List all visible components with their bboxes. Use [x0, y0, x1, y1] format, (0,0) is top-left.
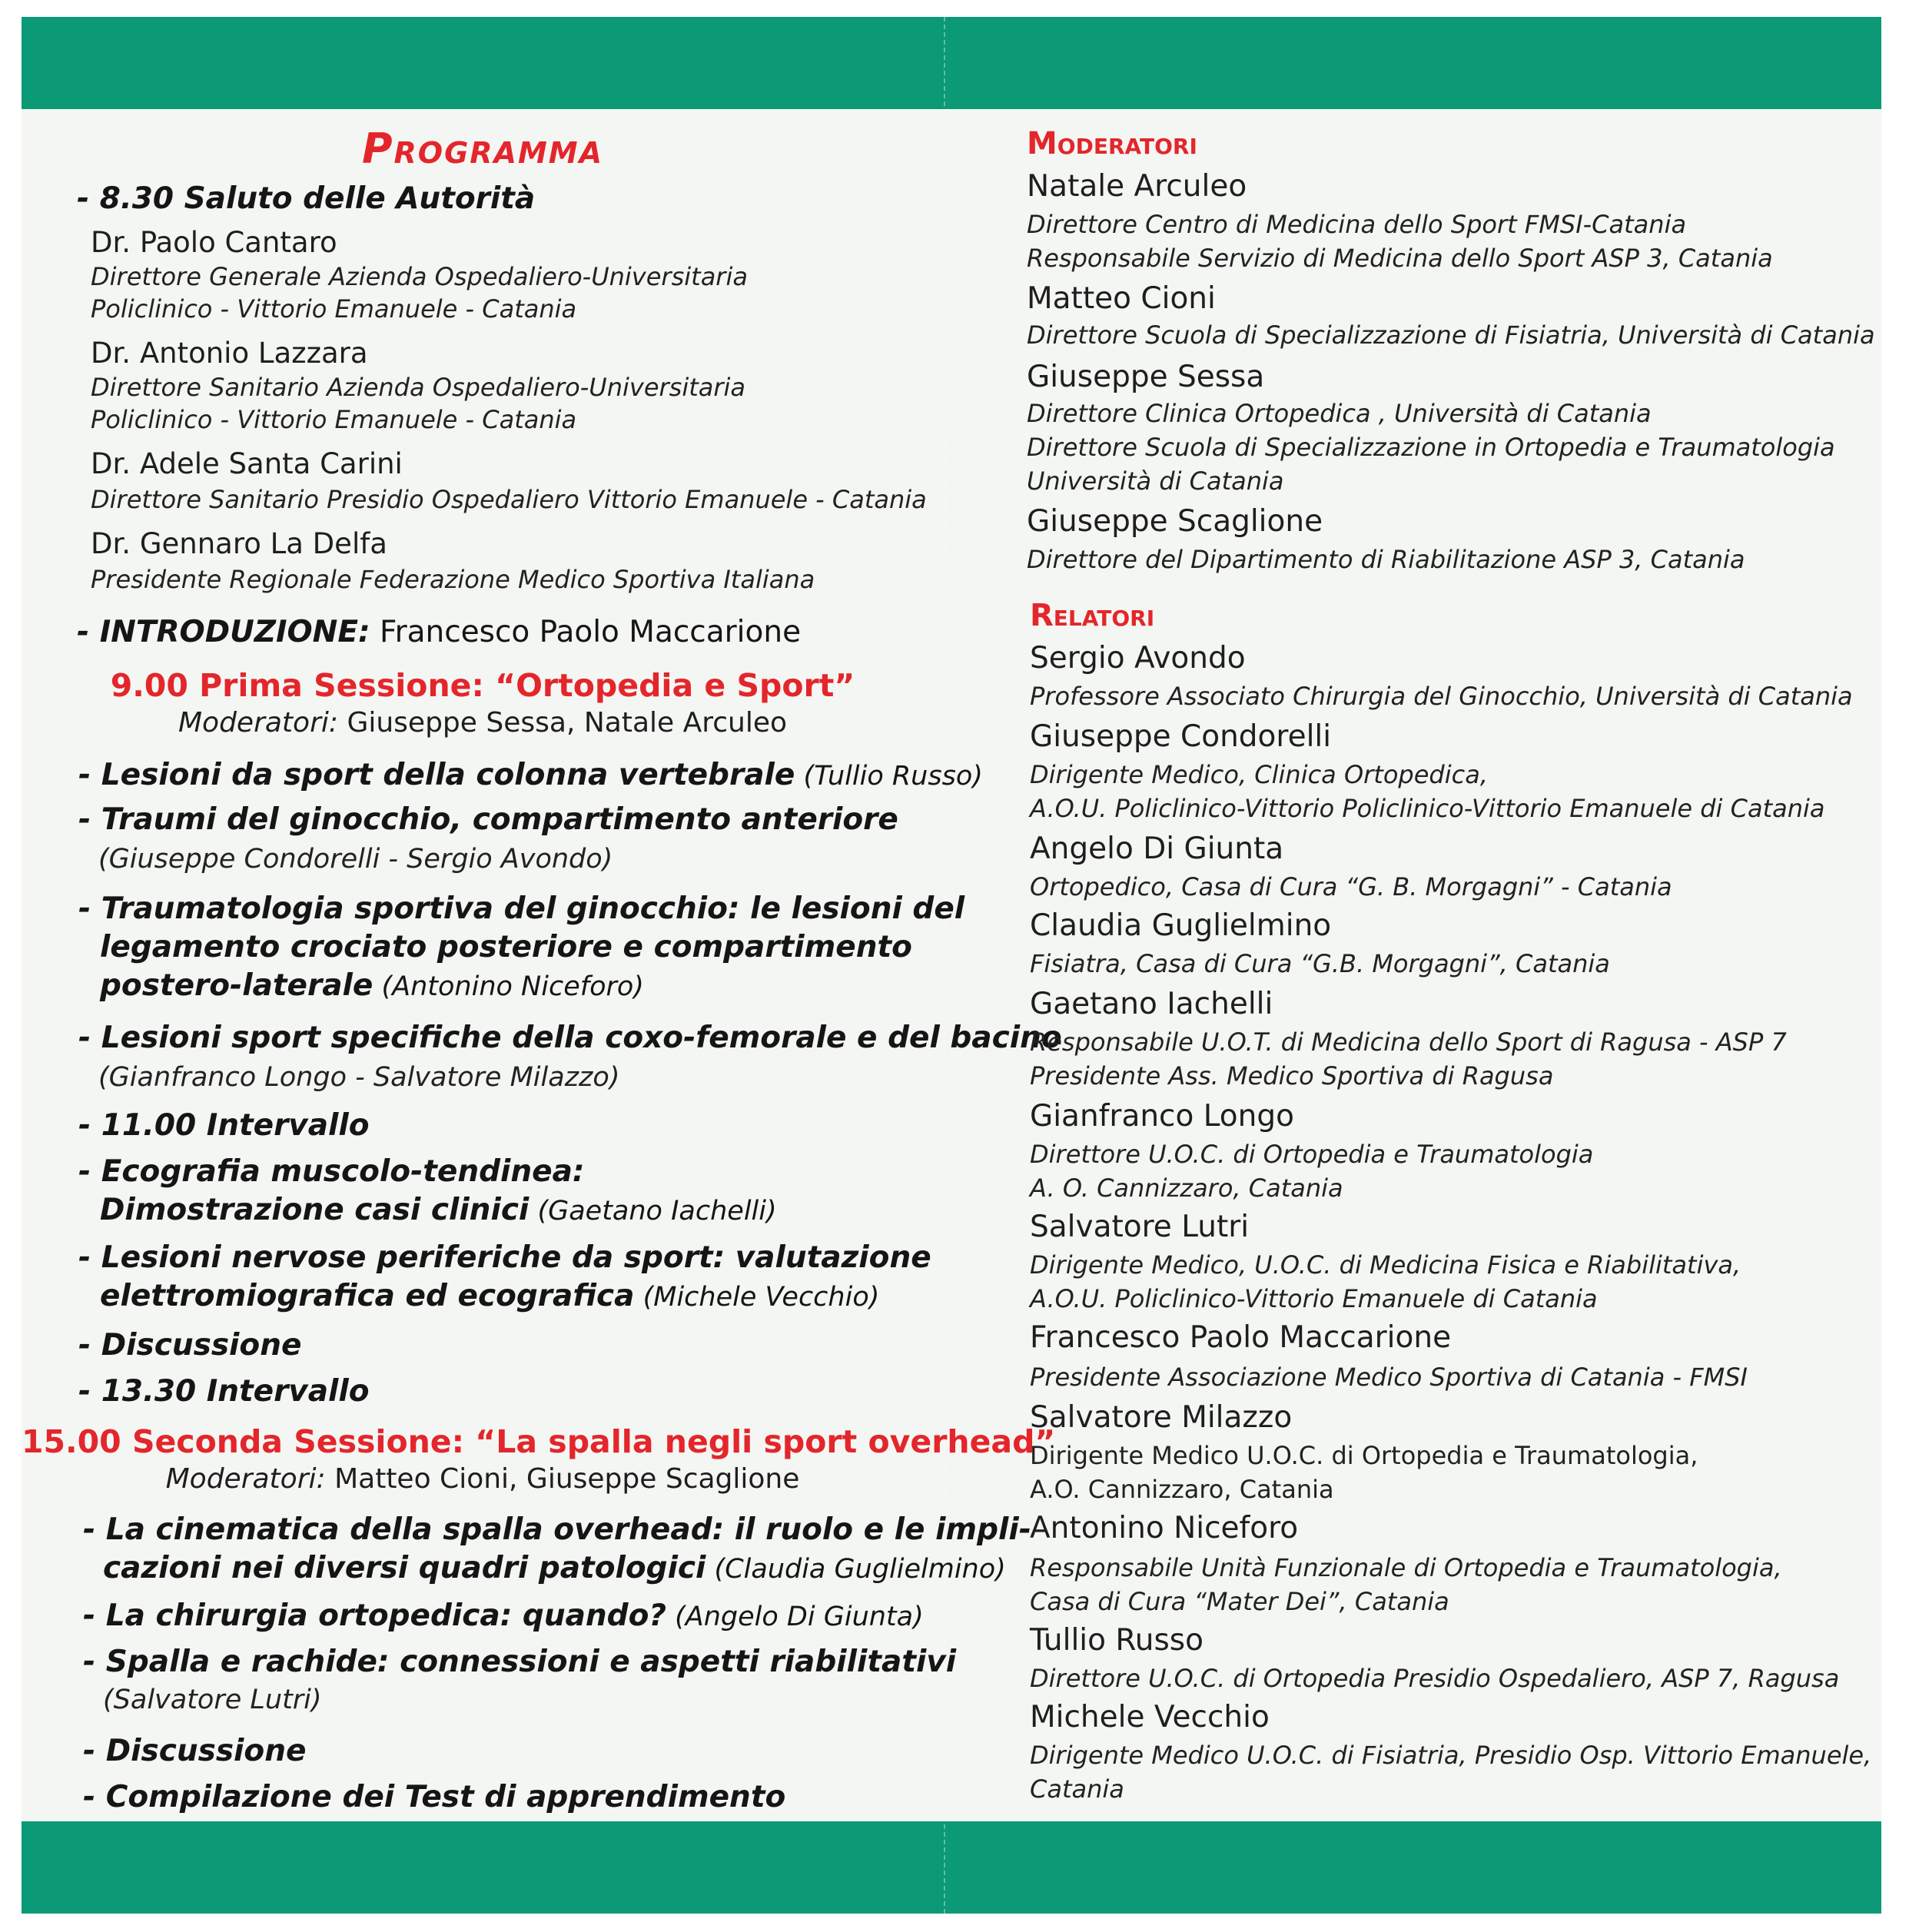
- session2-item: - Compilazione dei Test di apprendimento: [83, 1780, 786, 1814]
- item-continuation: legamento crociato posteriore e compartimento: [100, 930, 912, 964]
- relatore-role: Responsabile Unità Funzionale di Ortopedia e Traumatologia,: [1030, 1553, 1782, 1582]
- moderatore-name: Natale Arculeo: [1027, 169, 1247, 204]
- item-speaker: (Gianfranco Longo - Salvatore Milazzo): [98, 1062, 620, 1093]
- top-color-band: [22, 17, 1881, 109]
- moderatore-name: Giuseppe Sessa: [1027, 360, 1265, 394]
- relatore-role: Professore Associato Chirurgia del Ginocchio, Università di Catania: [1030, 682, 1853, 711]
- item-speaker: (Angelo Di Giunta): [666, 1602, 924, 1632]
- session2-item: - La cinematica della spalla overhead: il ruolo e le impli-: [83, 1512, 1031, 1547]
- moderatore-role: Università di Catania: [1027, 466, 1284, 496]
- autorita-role: Presidente Regionale Federazione Medico Sportiva Italiana: [91, 565, 815, 594]
- relatore-role: Dirigente Medico, Clinica Ortopedica,: [1030, 760, 1488, 789]
- relatore-name: Sergio Avondo: [1030, 641, 1246, 676]
- relatore-name: Giuseppe Condorelli: [1030, 719, 1332, 754]
- autorita-name: Dr. Antonio Lazzara: [91, 337, 368, 370]
- relatore-role: Direttore U.O.C. di Ortopedia e Traumatologia: [1030, 1140, 1594, 1169]
- item-title: - Lesioni da sport della colonna vertebrale: [78, 758, 795, 792]
- session1-item: - 11.00 Intervallo: [78, 1108, 370, 1143]
- autorita-name: Dr. Gennaro La Delfa: [91, 527, 387, 560]
- moderatori-heading: Moderatori: [1027, 126, 1197, 161]
- item-speaker: (Gaetano Iachelli): [529, 1196, 777, 1227]
- introduzione-label: - INTRODUZIONE:: [77, 615, 370, 649]
- session1-item: - Traumatologia sportiva del ginocchio: le lesioni del: [78, 891, 965, 926]
- relatore-role: Catania: [1030, 1774, 1124, 1804]
- relatore-role: Direttore U.O.C. di Ortopedia Presidio Ospedaliero, ASP 7, Ragusa: [1030, 1664, 1840, 1693]
- moderatore-role: Direttore Clinica Ortopedica , Università di Catania: [1027, 399, 1652, 428]
- relatore-role: Dirigente Medico U.O.C. di Ortopedia e Traumatologia,: [1030, 1441, 1698, 1470]
- relatore-name: Tullio Russo: [1030, 1623, 1204, 1658]
- autorita-role: Policlinico - Vittorio Emanuele - Catania: [91, 405, 577, 434]
- relatore-role: Ortopedico, Casa di Cura “G. B. Morgagni” - Catania: [1030, 872, 1672, 901]
- item-title: - La chirurgia ortopedica: quando?: [83, 1598, 666, 1633]
- session1-mod-label: Moderatori:: [178, 707, 339, 739]
- session1-item: - Traumi del ginocchio, compartimento anteriore: [78, 802, 898, 837]
- session2-item: - Discussione: [83, 1734, 307, 1768]
- item-speaker: (Giuseppe Condorelli - Sergio Avondo): [98, 844, 613, 875]
- moderatore-role: Direttore Centro di Medicina dello Sport FMSI-Catania: [1027, 210, 1687, 239]
- autorita-name: Dr. Adele Santa Carini: [91, 447, 403, 480]
- relatore-name: Francesco Paolo Maccarione: [1030, 1320, 1452, 1355]
- session1-item: [78, 756, 983, 795]
- session2-moderators: [22, 1463, 944, 1495]
- relatore-role: Casa di Cura “Mater Dei”, Catania: [1030, 1587, 1449, 1616]
- session1-item: - Lesioni nervose periferiche da sport: valutazione: [78, 1240, 931, 1275]
- session1-title: 9.00 Prima Sessione: “Ortopedia e Sport”: [110, 667, 855, 704]
- moderatore-role: Direttore del Dipartimento di Riabilitazione ASP 3, Catania: [1027, 545, 1745, 574]
- moderatore-name: Giuseppe Scaglione: [1027, 504, 1323, 539]
- relatore-name: Claudia Guglielmino: [1030, 908, 1332, 943]
- autorita-role: Policlinico - Vittorio Emanuele - Catania: [91, 294, 577, 324]
- introduzione: [77, 613, 801, 652]
- autorita-role: Direttore Sanitario Presidio Ospedaliero Vittorio Emanuele - Catania: [91, 485, 927, 514]
- relatore-role: Dirigente Medico U.O.C. di Fisiatria, Presidio Osp. Vittorio Emanuele,: [1030, 1741, 1872, 1770]
- item-title: Dimostrazione casi clinici: [100, 1193, 530, 1227]
- session1-mod-names: Giuseppe Sessa, Natale Arculeo: [338, 707, 788, 739]
- relatori-heading: Relatori: [1030, 598, 1155, 633]
- relatore-role: Fisiatra, Casa di Cura “G.B. Morgagni”, Catania: [1030, 949, 1610, 978]
- relatore-name: Gianfranco Longo: [1030, 1099, 1294, 1134]
- moderatore-role: Direttore Scuola di Specializzazione in Ortopedia e Traumatologia: [1027, 433, 1835, 462]
- autorita-role: Direttore Generale Azienda Ospedaliero-Universitaria: [91, 262, 748, 291]
- session2-mod-label: Moderatori:: [165, 1463, 326, 1495]
- relatore-role: Dirigente Medico, U.O.C. di Medicina Fisica e Riabilitativa,: [1030, 1250, 1741, 1280]
- relatore-role: Presidente Associazione Medico Sportiva di Catania - FMSI: [1030, 1363, 1748, 1392]
- session2-mod-names: Matteo Cioni, Giuseppe Scaglione: [325, 1463, 800, 1495]
- session1-item: - 13.30 Intervallo: [78, 1374, 370, 1409]
- autorita-role: Direttore Sanitario Azienda Ospedaliero-Universitaria: [91, 373, 746, 402]
- programma-title: Programma: [361, 124, 604, 173]
- relatore-name: Angelo Di Giunta: [1030, 832, 1284, 866]
- relatore-name: Salvatore Milazzo: [1030, 1400, 1293, 1435]
- item-speaker: (Salvatore Lutri): [103, 1685, 322, 1715]
- session1-moderators: [22, 707, 944, 739]
- item-speaker: (Claudia Guglielmino): [706, 1554, 1006, 1585]
- session2-title: 15.00 Seconda Sessione: “La spalla negli sport overhead”: [22, 1423, 1056, 1460]
- item-speaker: (Antonino Niceforo): [373, 971, 644, 1002]
- moderatore-role: Responsabile Servizio di Medicina dello Sport ASP 3, Catania: [1027, 244, 1773, 273]
- relatore-role: A.O.U. Policlinico-Vittorio Policlinico-Vittorio Emanuele di Catania: [1030, 794, 1825, 823]
- item-continuation: [100, 1191, 777, 1230]
- session1-item: - Lesioni sport specifiche della coxo-femorale e del bacino: [78, 1021, 1062, 1055]
- moderatore-role: Direttore Scuola di Specializzazione di Fisiatria, Università di Catania: [1027, 320, 1875, 350]
- item-continuation: [100, 1277, 879, 1316]
- session2-item: [83, 1597, 924, 1636]
- relatore-role: A.O. Cannizzaro, Catania: [1030, 1475, 1334, 1504]
- relatore-name: Antonino Niceforo: [1030, 1511, 1299, 1545]
- item-title: postero-laterale: [100, 968, 374, 1003]
- item-continuation: [103, 1549, 1006, 1588]
- relatore-name: Gaetano Iachelli: [1030, 987, 1273, 1021]
- relatore-role: A.O.U. Policlinico-Vittorio Emanuele di Catania: [1030, 1284, 1598, 1313]
- brochure-sheet: [22, 17, 1881, 1914]
- relatore-role: Presidente Ass. Medico Sportiva di Ragusa: [1030, 1061, 1554, 1090]
- relatore-role: A. O. Cannizzaro, Catania: [1030, 1173, 1343, 1203]
- moderatore-name: Matteo Cioni: [1027, 281, 1216, 316]
- item-speaker: (Tullio Russo): [795, 761, 983, 792]
- item-title: elettromiografica ed ecografica: [100, 1279, 635, 1313]
- session1-item: - Ecografia muscolo-tendinea:: [78, 1154, 585, 1189]
- relatore-name: Michele Vecchio: [1030, 1700, 1270, 1734]
- autorita-name: Dr. Paolo Cantaro: [91, 226, 337, 259]
- bottom-color-band: [22, 1821, 1881, 1914]
- saluto-autorita: - 8.30 Saluto delle Autorità: [77, 181, 536, 216]
- item-title: cazioni nei diversi quadri patologici: [103, 1551, 706, 1585]
- introduzione-name: Francesco Paolo Maccarione: [370, 615, 802, 649]
- session2-item: - Spalla e rachide: connessioni e aspetti riabilitativi: [83, 1645, 957, 1679]
- relatore-name: Salvatore Lutri: [1030, 1210, 1250, 1244]
- item-continuation: [100, 967, 644, 1006]
- item-speaker: (Michele Vecchio): [634, 1282, 880, 1313]
- fold-line: [944, 17, 945, 1914]
- session1-item: - Discussione: [78, 1328, 302, 1363]
- relatore-role: Responsabile U.O.T. di Medicina dello Sport di Ragusa - ASP 7: [1030, 1027, 1787, 1057]
